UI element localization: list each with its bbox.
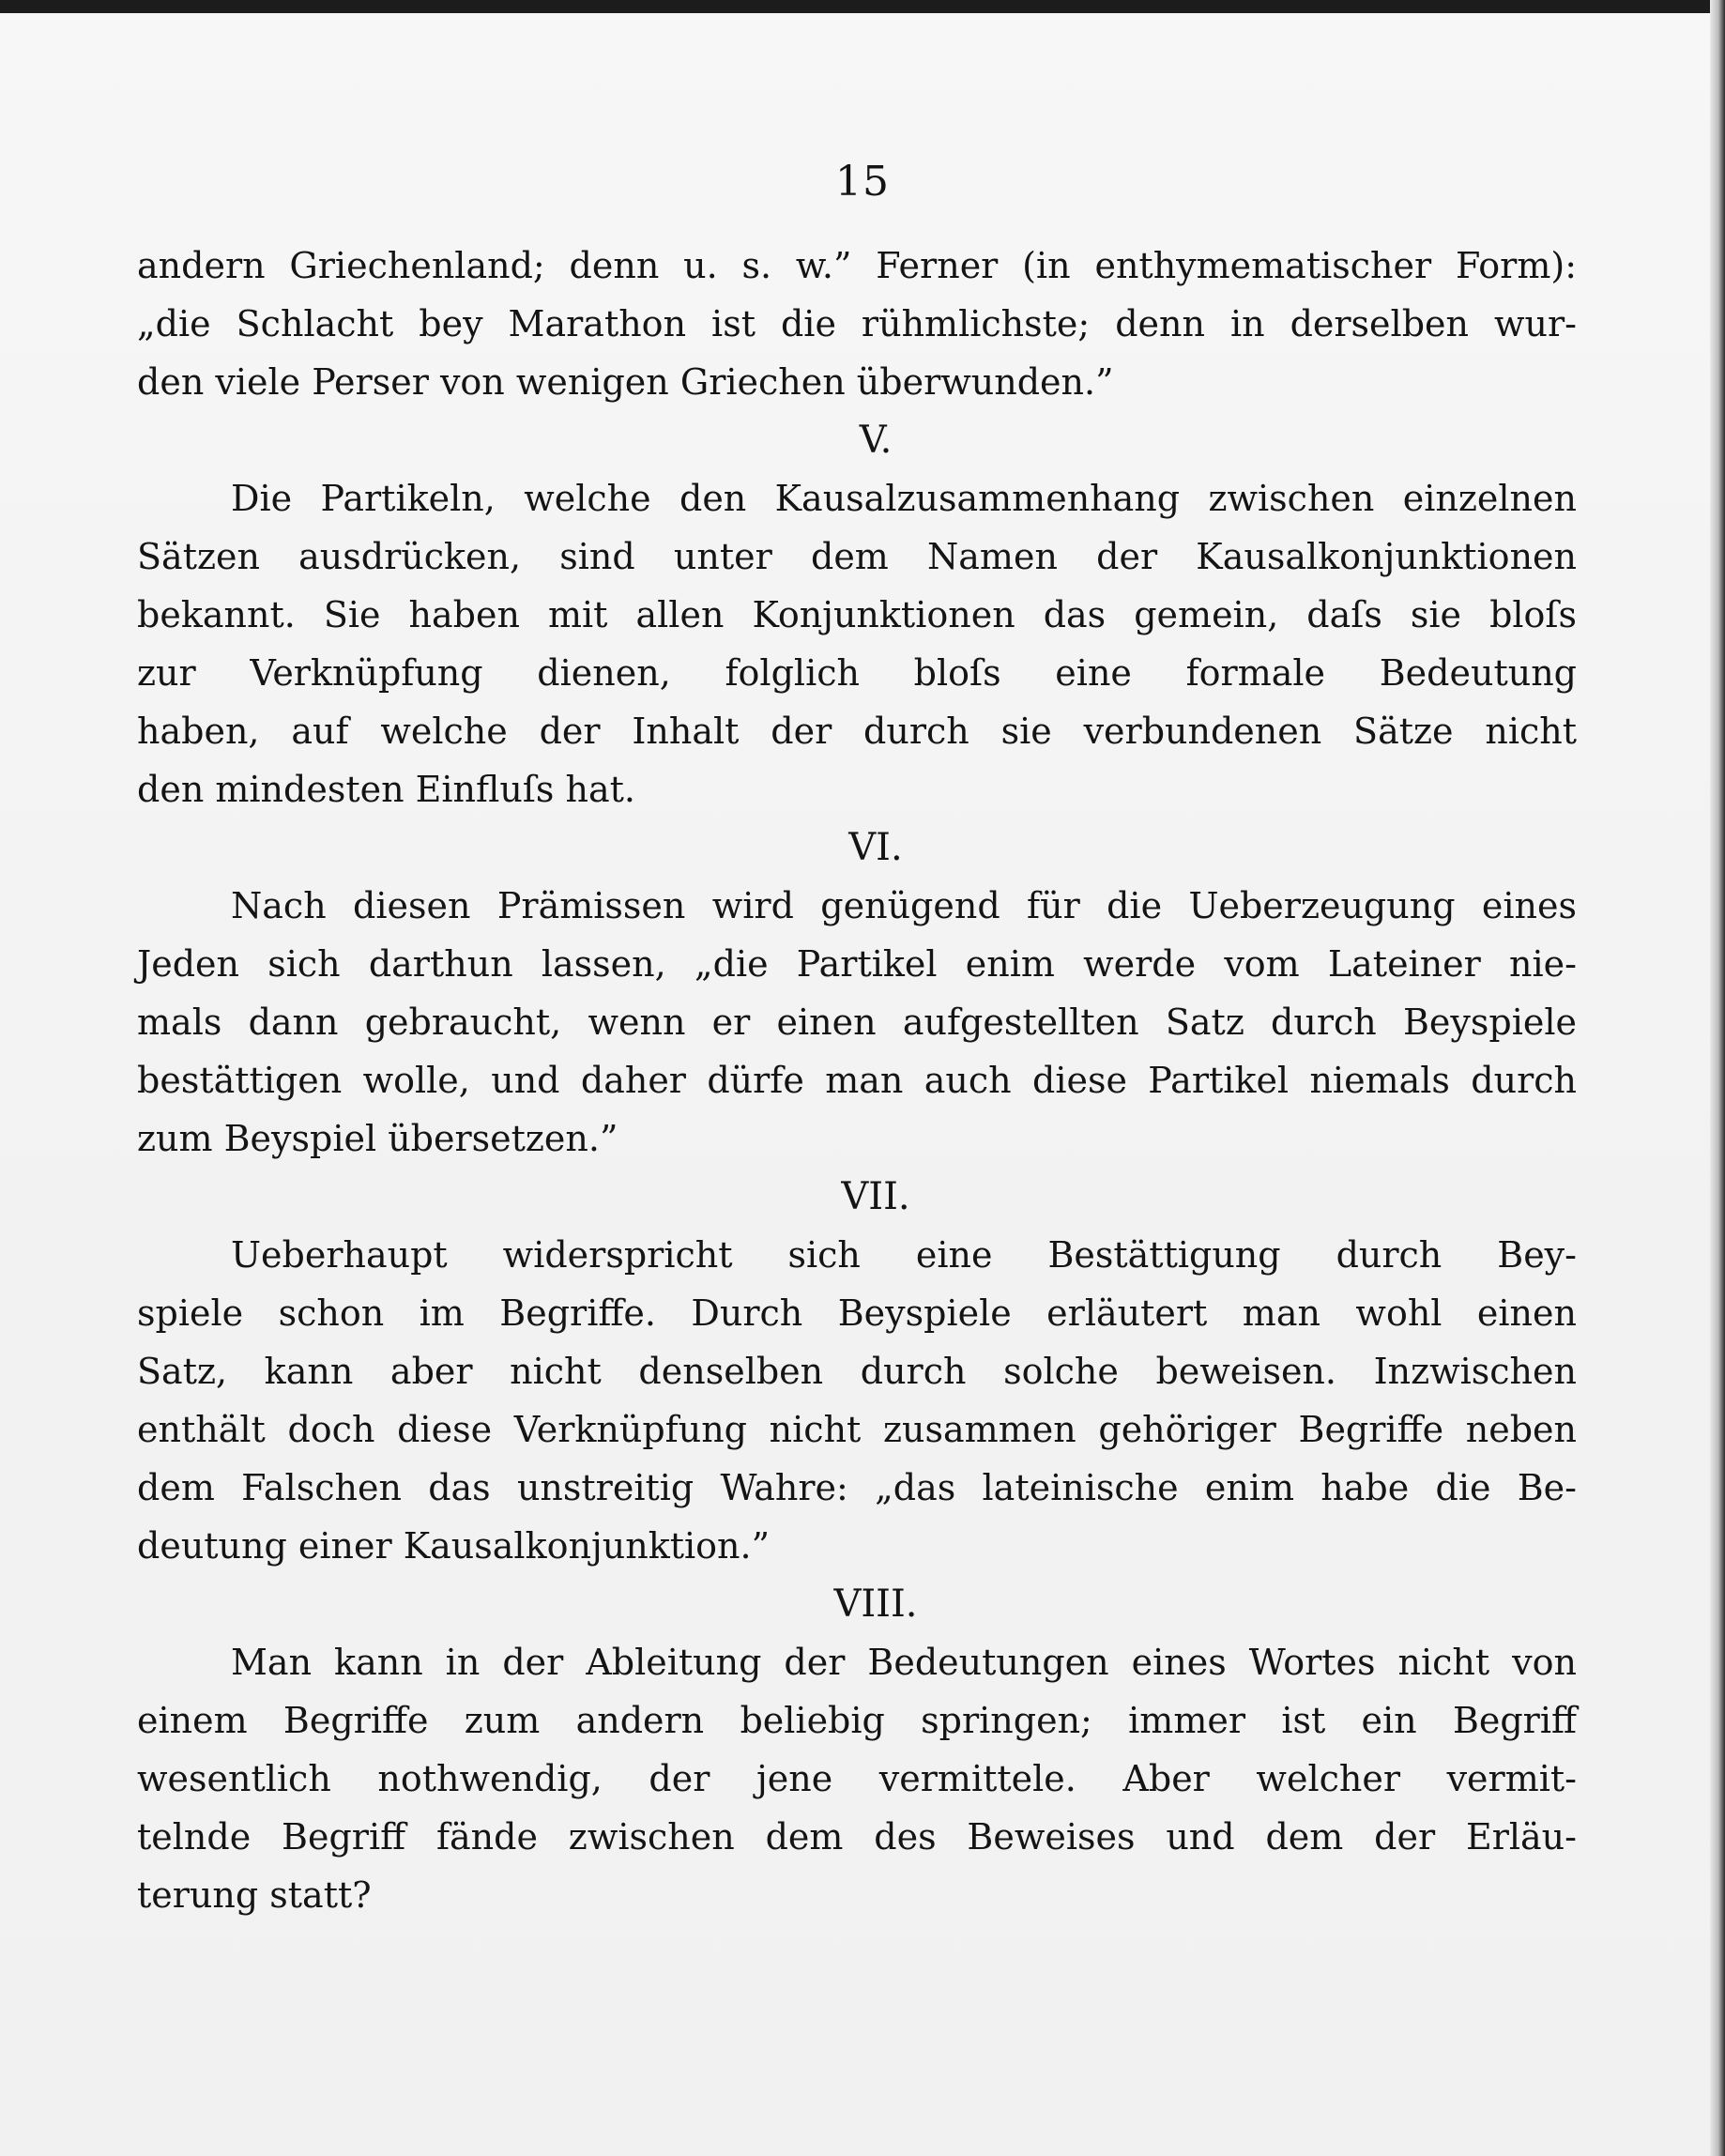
- text-line: den viele Perser von wenigen Griechen überwunden.”: [137, 361, 1114, 403]
- page-number: 15: [835, 158, 890, 206]
- text-line: enthält doch diese Verknüpfung nicht zusammen gehöriger Begriffe neben: [137, 1409, 1577, 1450]
- text-line: Man kann in der Ableitung der Bedeutungen eines Wortes nicht von: [231, 1642, 1577, 1683]
- section-heading-v: V.: [859, 419, 893, 462]
- text-line: dem Falschen das unstreitig Wahre: „das lateinische enim habe die Be-: [137, 1467, 1577, 1508]
- text-line: Ueberhaupt widerspricht sich eine Bestättigung durch Bey-: [231, 1234, 1577, 1276]
- text-line: Jeden sich darthun lassen, „die Partikel enim werde vom Lateiner nie-: [137, 943, 1577, 985]
- scan-border-top: [0, 0, 1725, 13]
- text-line: wesentlich nothwendig, der jene vermittele. Aber welcher vermit-: [137, 1758, 1577, 1799]
- text-line: den mindesten Einfluſs hat.: [137, 769, 635, 810]
- section-heading-vii: VII.: [841, 1175, 910, 1218]
- text-line: zum Beyspiel übersetzen.”: [137, 1118, 618, 1159]
- text-line: terung statt?: [137, 1874, 372, 1916]
- text-line: einem Begriffe zum andern beliebig springen; immer ist ein Begriff: [137, 1700, 1577, 1741]
- text-line: zur Verknüpfung dienen, folglich bloſs eine formale Bedeutung: [137, 652, 1577, 694]
- text-line: telnde Begriff fände zwischen dem des Beweises und dem der Erläu-: [137, 1816, 1577, 1858]
- text-line: Satz, kann aber nicht denselben durch solche beweisen. Inzwischen: [137, 1351, 1577, 1392]
- section-heading-viii: VIII.: [833, 1583, 918, 1626]
- text-line: spiele schon im Begriffe. Durch Beyspiele erläutert man wohl einen: [137, 1292, 1577, 1334]
- text-line: bestättigen wolle, und daher dürfe man auch diese Partikel niemals durch: [137, 1060, 1577, 1101]
- text-line: haben, auf welche der Inhalt der durch sie verbundenen Sätze nicht: [137, 711, 1577, 752]
- body-text: [137, 237, 1577, 1924]
- text-line: mals dann gebraucht, wenn er einen aufgestellten Satz durch Beyspiele: [137, 1002, 1577, 1043]
- text-line: Die Partikeln, welche den Kausalzusammenhang zwischen einzelnen: [231, 478, 1577, 519]
- text-line: Nach diesen Prämissen wird genügend für die Ueberzeugung eines: [231, 885, 1577, 926]
- text-line: Sätzen ausdrücken, sind unter dem Namen der Kausalkonjunktionen: [137, 536, 1577, 577]
- text-line: bekannt. Sie haben mit allen Konjunktionen das gemein, daſs sie bloſs: [137, 594, 1577, 635]
- page-edge-shadow: [1710, 0, 1725, 2156]
- text-line: „die Schlacht bey Marathon ist die rühmlichste; denn in derselben wur-: [137, 303, 1577, 344]
- text-line: deutung einer Kausalkonjunktion.”: [137, 1525, 770, 1567]
- section-heading-vi: VI.: [848, 826, 903, 869]
- text-line: andern Griechenland; denn u. s. w.” Ferner (in enthymematischer Form):: [137, 245, 1577, 286]
